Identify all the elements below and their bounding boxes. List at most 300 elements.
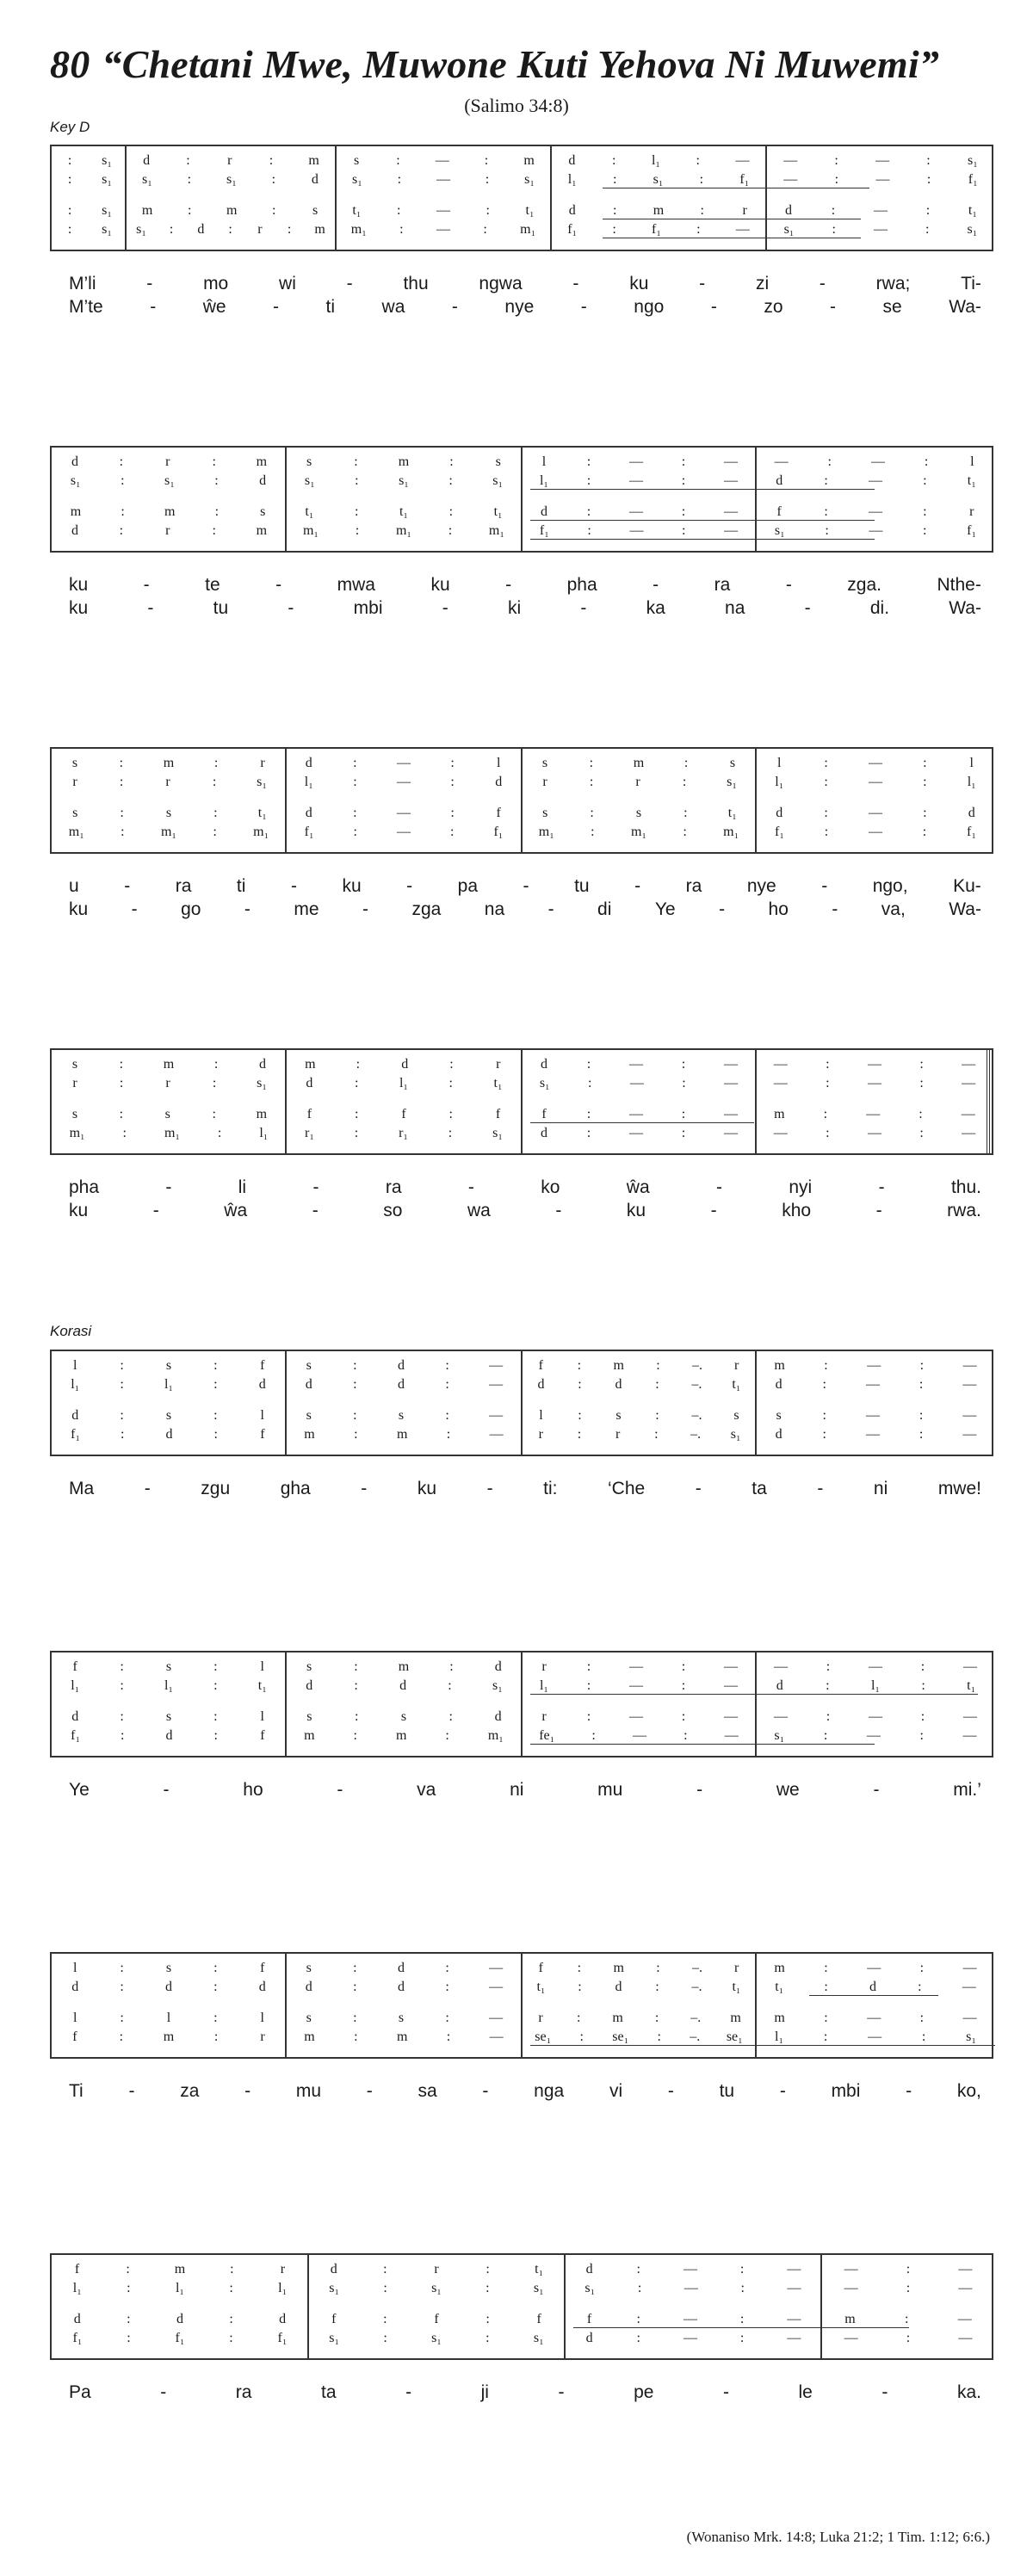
solfa-note: : <box>120 1709 124 1724</box>
solfa-note: — <box>735 222 750 237</box>
solfa-note: : <box>383 2312 387 2326</box>
tenor-line <box>286 1709 522 1725</box>
solfa-note: r <box>969 504 974 519</box>
soprano-line <box>52 1057 286 1072</box>
solfa-note: : <box>586 504 591 519</box>
solfa-note: d <box>615 1377 622 1392</box>
scripture-footnote: (Wonaniso Mrk. 14:8; Luka 21:2; 1 Tim. 1:12; 6:6.) <box>686 2529 990 2545</box>
solfa-note: : <box>67 203 72 218</box>
solfa-note: m <box>396 2029 408 2044</box>
solfa-note: l₁ <box>164 1377 173 1392</box>
solfa-note: — <box>629 1076 644 1090</box>
lyric-syllable: vi <box>609 2081 623 2101</box>
solfa-note: s <box>164 1107 170 1121</box>
solfa-note: d <box>585 2331 593 2345</box>
solfa-note: m <box>395 1728 407 1743</box>
solfa-note: : <box>637 2281 642 2295</box>
solfa-note: : <box>445 1980 449 1994</box>
solfa-note: : <box>120 806 124 820</box>
solfa-note: m <box>396 1427 408 1442</box>
barline <box>521 448 523 551</box>
solfa-note: m₁ <box>160 825 176 839</box>
bass-line <box>52 222 126 238</box>
solfa-note: m <box>256 1107 268 1121</box>
lyric-syllable: mwa <box>337 575 375 595</box>
solfa-note: — <box>396 756 411 770</box>
solfa-note: f <box>260 1358 265 1373</box>
solfa-note: m <box>163 756 175 770</box>
solfa-note: : <box>448 523 453 538</box>
solfa-note: s₁ <box>102 153 112 168</box>
solfa-note: : <box>657 2029 661 2044</box>
staff-system-3 <box>50 747 993 854</box>
solfa-note: : <box>229 2331 233 2345</box>
lyric-line-1 <box>69 876 981 899</box>
measure <box>286 448 522 551</box>
solfa-note: d <box>305 806 312 820</box>
tenor-line <box>286 1408 522 1424</box>
solfa-note: : <box>681 504 686 519</box>
solfa-note: : <box>612 172 617 187</box>
alto-line <box>286 1076 522 1091</box>
solfa-note: : <box>920 1659 925 1674</box>
lyric-syllable: gha <box>280 1479 311 1498</box>
solfa-note: : <box>684 806 688 820</box>
solfa-note: m₁ <box>520 222 536 237</box>
lyric-syllable: - <box>312 1201 319 1220</box>
solfa-note: d <box>164 1980 172 1994</box>
solfa-note: s₁ <box>102 222 112 237</box>
solfa-note: : <box>213 825 217 839</box>
solfa-note: d <box>197 222 205 237</box>
solfa-note: : <box>483 222 487 237</box>
solfa-note: r <box>742 203 747 218</box>
lyric-syllable: - <box>273 297 280 317</box>
lyric-syllable: ti <box>325 297 336 317</box>
lyric-syllable: - <box>580 598 587 618</box>
lyric-syllable: kho <box>782 1201 812 1220</box>
tenor-line <box>286 1107 522 1122</box>
measure <box>756 448 995 551</box>
key-signature: Key D <box>50 119 90 135</box>
solfa-note: d <box>775 1427 782 1442</box>
alto-line <box>286 1980 522 1995</box>
solfa-note: — <box>724 1126 738 1140</box>
solfa-note: f₁ <box>539 523 549 538</box>
solfa-note: — <box>724 1057 738 1072</box>
solfa-note: : <box>682 775 687 789</box>
lyric-syllable: li <box>238 1177 247 1197</box>
solfa-note: s₁ <box>492 473 504 488</box>
solfa-note: s₁ <box>653 172 664 187</box>
chorus-label: Korasi <box>50 1323 92 1339</box>
tenor-line <box>522 1709 756 1725</box>
solfa-note: : <box>187 172 192 187</box>
lyric-syllable: - <box>467 1177 474 1197</box>
solfa-note: : <box>486 2281 490 2295</box>
lyric-syllable: - <box>710 1201 717 1220</box>
solfa-note: d <box>259 473 267 488</box>
solfa-note: f <box>496 806 501 820</box>
solfa-note: : <box>904 2312 909 2326</box>
solfa-note: s₁ <box>524 172 535 187</box>
solfa-note: : <box>919 1126 924 1140</box>
solfa-note: f₁ <box>775 825 784 839</box>
solfa-note: l <box>260 1709 264 1724</box>
solfa-note: f <box>72 2029 77 2044</box>
lyric-syllable: ŵa <box>626 1177 650 1197</box>
solfa-note: — <box>962 1377 977 1392</box>
solfa-note: m₁ <box>723 825 739 839</box>
solfa-note: fe₁ <box>539 1728 555 1743</box>
solfa-note: s <box>165 1961 172 1975</box>
lyric-syllable: ku <box>69 598 89 618</box>
solfa-note: — <box>867 1358 881 1373</box>
solfa-note: : <box>682 523 686 538</box>
solfa-note: — <box>489 1980 504 1994</box>
barline <box>335 146 337 250</box>
solfa-note: — <box>868 825 882 839</box>
lyric-syllable: Pa <box>69 2382 91 2402</box>
lyric-syllable: - <box>523 876 529 896</box>
tenor-line <box>756 1408 995 1424</box>
lyric-syllable: - <box>244 2081 251 2101</box>
solfa-note: : <box>824 806 828 820</box>
solfa-note: : <box>834 172 839 187</box>
solfa-note: d <box>71 523 78 538</box>
solfa-note: : <box>212 775 217 789</box>
barline <box>521 1050 523 1153</box>
lyric-syllable: ku <box>69 1201 89 1220</box>
measure <box>522 1954 756 2057</box>
solfa-note: : <box>356 1057 361 1072</box>
solfa-note: –. <box>692 1961 703 1975</box>
solfa-note: : <box>445 1728 449 1743</box>
solfa-note: : <box>445 1408 449 1423</box>
solfa-note: — <box>724 1709 738 1724</box>
soprano-line <box>52 1358 286 1374</box>
solfa-note: — <box>724 1728 739 1743</box>
barline <box>550 146 552 250</box>
barline <box>521 1954 523 2057</box>
lyric-syllable: - <box>147 598 154 618</box>
solfa-note: : <box>681 1126 686 1140</box>
solfa-note: — <box>783 153 798 168</box>
solfa-note: : <box>213 1377 218 1392</box>
solfa-note: f <box>306 1107 312 1121</box>
solfa-note: : <box>450 806 455 820</box>
solfa-note: — <box>866 1107 881 1121</box>
lyric-syllable: - <box>667 2081 674 2101</box>
bass-line <box>336 222 551 238</box>
solfa-note: : <box>448 1076 453 1090</box>
song-title <box>50 41 939 87</box>
soprano-line <box>308 2262 565 2277</box>
solfa-note: s₁ <box>727 775 737 789</box>
solfa-note: f <box>536 2312 541 2326</box>
barline <box>755 1050 757 1153</box>
solfa-note: : <box>445 2011 449 2025</box>
tenor-line <box>522 504 756 520</box>
measure <box>308 2255 565 2358</box>
lyric-syllable: Wa- <box>949 899 981 919</box>
solfa-note: –. <box>691 1377 702 1392</box>
bass-line <box>52 2331 308 2346</box>
solfa-note: m₁ <box>350 222 367 237</box>
lyric-syllable: ŵe <box>202 297 226 317</box>
lyric-syllable: - <box>406 876 413 896</box>
solfa-note: m₁ <box>302 523 319 538</box>
solfa-note: l <box>166 2011 171 2025</box>
solfa-note: — <box>435 153 449 168</box>
lyric-syllable: ku <box>626 1201 646 1220</box>
solfa-note: d <box>776 473 783 488</box>
solfa-note: l₁ <box>399 1076 408 1090</box>
solfa-note: — <box>963 1659 977 1674</box>
solfa-note: –. <box>691 1408 702 1423</box>
solfa-note: : <box>823 2029 828 2044</box>
solfa-note: s <box>312 203 319 218</box>
measure <box>52 749 286 852</box>
solfa-note: r <box>733 1961 739 1975</box>
solfa-note: d <box>305 756 312 770</box>
solfa-note: s₁ <box>102 203 112 218</box>
lyric-syllable: - <box>547 899 554 919</box>
solfa-note: — <box>787 2262 801 2276</box>
solfa-note: — <box>875 172 890 187</box>
solfa-note: s₁ <box>967 153 978 168</box>
solfa-note: : <box>923 756 927 770</box>
solfa-note: f <box>541 1107 547 1121</box>
solfa-note: t₁ <box>732 1377 741 1392</box>
tenor-line <box>756 1709 995 1725</box>
solfa-note: — <box>629 1709 643 1724</box>
solfa-note: : <box>445 1377 449 1392</box>
solfa-note: : <box>121 473 125 488</box>
solfa-note: — <box>844 2281 858 2295</box>
solfa-note: l <box>72 1358 77 1373</box>
solfa-note: m <box>163 2029 175 2044</box>
solfa-note: m <box>653 203 665 218</box>
solfa-note: s₁ <box>136 222 146 237</box>
solfa-note: s₁ <box>304 473 315 488</box>
barline <box>285 1050 287 1153</box>
lyric-syllable: mu <box>295 2081 322 2101</box>
lyric-syllable: - <box>152 1201 159 1220</box>
tenor-line <box>52 2011 286 2026</box>
solfa-note: — <box>958 2281 973 2295</box>
lyric-syllable: rwa. <box>947 1201 981 1220</box>
solfa-note: — <box>787 2312 801 2326</box>
solfa-note: : <box>383 2281 387 2295</box>
solfa-note: l <box>260 1408 264 1423</box>
solfa-note: r <box>260 756 265 770</box>
solfa-note: d <box>73 2312 81 2326</box>
solfa-note: : <box>684 1728 688 1743</box>
lyric-syllable: ra <box>385 1177 402 1197</box>
alto-line <box>522 1980 756 1995</box>
solfa-note: : <box>700 203 704 218</box>
alto-line <box>551 172 766 188</box>
solfa-note: : <box>826 1126 830 1140</box>
solfa-note: — <box>489 1427 504 1442</box>
solfa-note: : <box>824 775 828 789</box>
song-subtitle: (Salimo 34:8) <box>464 95 569 116</box>
solfa-note: : <box>923 473 927 488</box>
solfa-note: m <box>164 504 176 519</box>
barline <box>564 2255 566 2358</box>
solfa-note: m <box>141 203 153 218</box>
solfa-note: d <box>306 1678 313 1693</box>
solfa-note: : <box>577 2011 581 2025</box>
measure <box>522 448 756 551</box>
solfa-note: m₁ <box>487 1728 504 1743</box>
measure <box>52 146 126 250</box>
solfa-note: : <box>739 2262 745 2276</box>
solfa-note: f₁ <box>652 222 661 237</box>
solfa-note: : <box>353 756 357 770</box>
lyric-syllable: nyi <box>789 1177 813 1197</box>
solfa-note: d <box>494 1709 502 1724</box>
solfa-note: : <box>126 2262 130 2276</box>
lyric-syllable: ku <box>629 274 649 293</box>
solfa-note: — <box>787 2281 801 2295</box>
lyric-syllable: - <box>875 1201 882 1220</box>
solfa-note: : <box>591 1728 596 1743</box>
measure <box>52 1652 286 1756</box>
bass-line <box>551 222 766 238</box>
solfa-note: — <box>683 2331 697 2345</box>
barline <box>521 1351 523 1455</box>
solfa-note: s <box>306 454 312 469</box>
barline <box>765 146 767 250</box>
solfa-note: s <box>71 756 78 770</box>
solfa-note: — <box>683 2312 697 2326</box>
solfa-note: : <box>119 756 124 770</box>
lyric-syllable: - <box>150 297 157 317</box>
solfa-note: — <box>724 1659 738 1674</box>
barline <box>285 1652 287 1756</box>
solfa-note: r <box>165 775 170 789</box>
solfa-note: : <box>586 454 591 469</box>
solfa-note: m <box>226 203 238 218</box>
solfa-note: : <box>924 454 929 469</box>
solfa-note: : <box>120 1659 124 1674</box>
measure <box>821 2255 995 2358</box>
staff-system-1 <box>50 145 993 251</box>
lyric-syllable: ‘Che <box>608 1479 646 1498</box>
solfa-note: : <box>121 1427 125 1442</box>
soprano-line <box>286 454 522 470</box>
solfa-note: l₁ <box>175 2281 184 2295</box>
solfa-note: : <box>213 756 219 770</box>
staff-system-8 <box>50 2253 993 2360</box>
alto-line <box>52 1377 286 1393</box>
solfa-note: — <box>869 523 883 538</box>
measure <box>52 2255 308 2358</box>
solfa-note: — <box>629 1126 643 1140</box>
lyric-syllable: mbi <box>831 2081 861 2101</box>
solfa-note: s₁ <box>399 473 409 488</box>
measure <box>286 1954 522 2057</box>
alto-line <box>522 1076 756 1091</box>
solfa-note: l₁ <box>72 2281 82 2295</box>
lyric-syllable: - <box>832 899 838 919</box>
measure <box>52 1351 286 1455</box>
solfa-note: m₁ <box>253 825 269 839</box>
lyric-syllable: wi <box>279 274 296 293</box>
solfa-note: m <box>774 1961 785 1975</box>
solfa-note: : <box>824 2011 828 2025</box>
solfa-note: m <box>523 153 535 168</box>
solfa-note: r₁ <box>399 1126 408 1140</box>
solfa-note: — <box>844 2331 858 2345</box>
lyric-syllable: pe <box>634 2382 654 2402</box>
solfa-note: : <box>824 1961 828 1975</box>
solfa-note: l <box>72 2011 77 2025</box>
solfa-note: f <box>331 2312 337 2326</box>
measure <box>336 146 551 250</box>
lyric-syllable: zgu <box>201 1479 231 1498</box>
lyric-syllable: ku <box>417 1479 437 1498</box>
lyric-syllable: ra <box>235 2382 252 2402</box>
tenor-line <box>52 1408 286 1424</box>
solfa-note: s₁ <box>257 1076 267 1090</box>
solfa-note: : <box>213 1728 218 1743</box>
solfa-note: : <box>67 153 72 168</box>
barline <box>125 146 127 250</box>
solfa-note: s₁ <box>102 172 112 187</box>
solfa-note: : <box>213 1057 219 1072</box>
solfa-note: : <box>187 203 192 218</box>
lyric-syllable: ku <box>69 575 89 595</box>
solfa-note: — <box>489 1961 504 1975</box>
bass-line <box>756 825 995 840</box>
solfa-note: : <box>212 1076 217 1090</box>
solfa-note: : <box>824 504 828 519</box>
solfa-note: r <box>260 2029 265 2044</box>
solfa-note: s₁ <box>783 222 795 237</box>
solfa-note: r <box>72 1076 77 1090</box>
solfa-note: d <box>71 1408 79 1423</box>
solfa-note: — <box>961 1107 975 1121</box>
lyric-syllable: Ti- <box>961 274 981 293</box>
solfa-note: t₁ <box>352 203 362 218</box>
solfa-note: — <box>963 1709 977 1724</box>
solfa-note: : <box>655 1980 659 1994</box>
solfa-note: r <box>541 1709 547 1724</box>
solfa-note: — <box>844 2262 858 2276</box>
lyric-syllable: Ku- <box>953 876 981 896</box>
solfa-note: : <box>611 153 616 168</box>
solfa-note: f₁ <box>967 825 976 839</box>
lyric-syllable: va, <box>881 899 906 919</box>
solfa-note: : <box>921 2029 926 2044</box>
solfa-note: : <box>683 825 687 839</box>
solfa-note: : <box>449 454 454 469</box>
solfa-note: s <box>71 1057 78 1072</box>
lyric-syllable: - <box>312 1177 319 1197</box>
measure <box>551 146 766 250</box>
bass-line <box>286 1728 522 1744</box>
soprano-line <box>286 1659 522 1675</box>
barline <box>755 1351 757 1455</box>
solfa-note: d <box>541 1057 547 1072</box>
lyric-syllable: se <box>882 297 902 317</box>
solfa-note: : <box>587 523 591 538</box>
solfa-note: : <box>445 1358 449 1373</box>
solfa-note: t₁ <box>399 504 409 519</box>
